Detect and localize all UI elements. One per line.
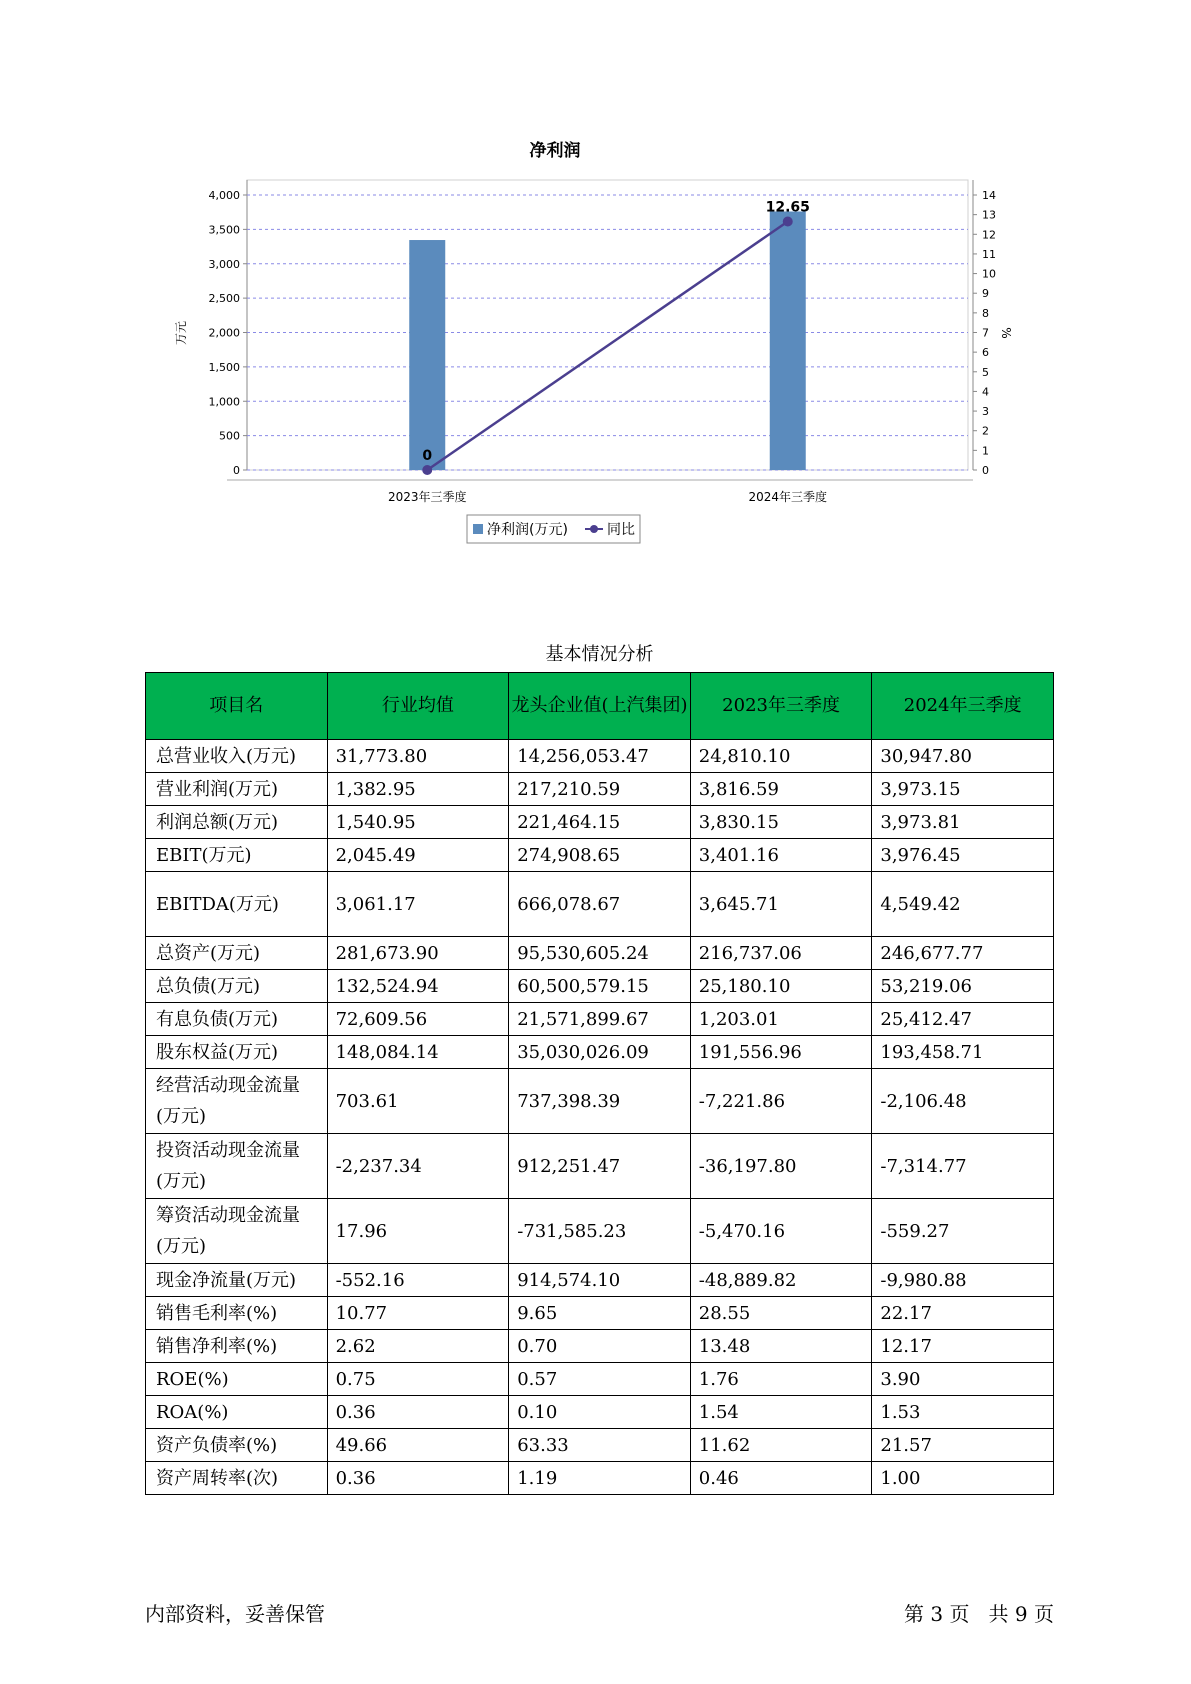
chart-title: 净利润	[529, 141, 581, 161]
y2-axis-label: %	[999, 327, 1013, 339]
cell-value: -552.16	[327, 1264, 509, 1297]
cell-value: 1.76	[690, 1363, 872, 1396]
cell-value: -7,314.77	[872, 1134, 1054, 1199]
y2-tick-label: 14	[982, 189, 996, 202]
cell-value: 191,556.96	[690, 1036, 872, 1069]
cell-value: 912,251.47	[509, 1134, 691, 1199]
cell-value: 60,500,579.15	[509, 970, 691, 1003]
yoy-point	[783, 217, 793, 227]
cell-value: 0.75	[327, 1363, 509, 1396]
table-row	[146, 1003, 1054, 1036]
header-item-name: 项目名	[146, 673, 328, 740]
table-row	[146, 740, 1054, 773]
y-tick-label: 4,000	[208, 189, 240, 202]
cell-value: 10.77	[327, 1297, 509, 1330]
bar-2024年三季度	[770, 212, 806, 471]
table-row	[146, 1069, 1054, 1134]
cell-value: 0.57	[509, 1363, 691, 1396]
row-label: 投资活动现金流量(万元)	[146, 1134, 328, 1199]
table-row	[146, 1363, 1054, 1396]
cell-value: 25,412.47	[872, 1003, 1054, 1036]
table-row	[146, 1429, 1054, 1462]
yoy-line	[427, 222, 788, 470]
y-tick-label: 2,000	[208, 326, 240, 340]
row-label: 股东权益(万元)	[146, 1036, 328, 1069]
cell-value: 11.62	[690, 1429, 872, 1462]
cell-value: 3,973.81	[872, 806, 1054, 839]
y2-tick-label: 10	[982, 267, 996, 281]
cell-value: 53,219.06	[872, 970, 1054, 1003]
row-label: 总负债(万元)	[146, 970, 328, 1003]
legend-bar-label: 净利润(万元)	[487, 522, 568, 538]
cell-value: 9.65	[509, 1297, 691, 1330]
cell-value: 35,030,026.09	[509, 1036, 691, 1069]
cell-value: -2,106.48	[872, 1069, 1054, 1134]
cell-value: 0.46	[690, 1462, 872, 1495]
row-label: ROA(%)	[146, 1396, 328, 1429]
cell-value: -731,585.23	[509, 1199, 691, 1264]
row-label: EBITDA(万元)	[146, 872, 328, 937]
cell-value: 14,256,053.47	[509, 740, 691, 773]
cell-value: 63.33	[509, 1429, 691, 1462]
cell-value: -9,980.88	[872, 1264, 1054, 1297]
y2-tick-label: 0	[982, 464, 989, 477]
table-row	[146, 1264, 1054, 1297]
cell-value: 21,571,899.67	[509, 1003, 691, 1036]
cell-value: 2,045.49	[327, 839, 509, 872]
y2-tick-label: 13	[982, 208, 996, 222]
table-row	[146, 1297, 1054, 1330]
cell-value: 95,530,605.24	[509, 937, 691, 970]
cell-value: 1.19	[509, 1462, 691, 1495]
cell-value: 12.17	[872, 1330, 1054, 1363]
y-tick-label: 2,500	[208, 292, 240, 306]
table-row	[146, 839, 1054, 872]
net-profit-chart	[140, 130, 1060, 600]
cell-value: 0.36	[327, 1462, 509, 1495]
y2-tick-label: 7	[982, 326, 989, 340]
cell-value: 1,540.95	[327, 806, 509, 839]
cell-value: 3.90	[872, 1363, 1054, 1396]
cell-value: 3,061.17	[327, 872, 509, 937]
cell-value: 1,203.01	[690, 1003, 872, 1036]
yoy-data-label: 12.65	[765, 199, 810, 216]
cell-value: 21.57	[872, 1429, 1054, 1462]
row-label: ROE(%)	[146, 1363, 328, 1396]
row-label: 资产负债率(%)	[146, 1429, 328, 1462]
y2-tick-label: 9	[982, 287, 989, 301]
header-2024-q3: 2024年三季度	[872, 673, 1054, 740]
cell-value: 31,773.80	[327, 740, 509, 773]
row-label: 销售净利率(%)	[146, 1330, 328, 1363]
table-header-row	[146, 673, 1054, 740]
cell-value: -5,470.16	[690, 1199, 872, 1264]
cell-value: 1.00	[872, 1462, 1054, 1495]
cell-value: 22.17	[872, 1297, 1054, 1330]
cell-value: 0.36	[327, 1396, 509, 1429]
y-tick-label: 1,000	[208, 395, 240, 409]
x-tick-label: 2024年三季度	[748, 490, 828, 504]
cell-value: 246,677.77	[872, 937, 1054, 970]
y2-tick-label: 12	[982, 228, 996, 242]
cell-value: -48,889.82	[690, 1264, 872, 1297]
header-leader-value: 龙头企业值(上汽集团)	[509, 673, 691, 740]
row-label: EBIT(万元)	[146, 839, 328, 872]
basic-analysis-table	[145, 672, 1054, 1495]
yoy-data-label: 0	[422, 448, 433, 464]
row-label: 资产周转率(次)	[146, 1462, 328, 1495]
cell-value: 193,458.71	[872, 1036, 1054, 1069]
cell-value: 3,816.59	[690, 773, 872, 806]
y2-tick-label: 3	[982, 405, 989, 419]
row-label: 有息负债(万元)	[146, 1003, 328, 1036]
footer-page-number: 第 3 页 共 9 页	[904, 1602, 1054, 1626]
table-row	[146, 970, 1054, 1003]
row-label: 现金净流量(万元)	[146, 1264, 328, 1297]
cell-value: 217,210.59	[509, 773, 691, 806]
legend-line-label: 同比	[607, 522, 635, 538]
y-axis-label: 万元	[174, 320, 188, 346]
cell-value: 216,737.06	[690, 937, 872, 970]
y2-tick-label: 1	[982, 444, 989, 458]
y2-tick-label: 4	[982, 385, 989, 399]
table-caption: 基本情况分析	[545, 644, 654, 665]
y-tick-label: 3,500	[208, 223, 240, 237]
cell-value: 132,524.94	[327, 970, 509, 1003]
cell-value: 3,401.16	[690, 839, 872, 872]
y-tick-label: 3,000	[208, 257, 240, 271]
plot-area	[247, 180, 968, 470]
legend-bar-swatch	[473, 524, 483, 534]
cell-value: 24,810.10	[690, 740, 872, 773]
y2-tick-label: 5	[982, 365, 989, 379]
cell-value: 17.96	[327, 1199, 509, 1264]
cell-value: 737,398.39	[509, 1069, 691, 1134]
y2-tick-label: 8	[982, 306, 989, 320]
header-industry-avg: 行业均值	[327, 673, 509, 740]
row-label: 销售毛利率(%)	[146, 1297, 328, 1330]
cell-value: -2,237.34	[327, 1134, 509, 1199]
cell-value: 148,084.14	[327, 1036, 509, 1069]
cell-value: -7,221.86	[690, 1069, 872, 1134]
row-label: 筹资活动现金流量(万元)	[146, 1199, 328, 1264]
cell-value: 1.54	[690, 1396, 872, 1429]
cell-value: 13.48	[690, 1330, 872, 1363]
cell-value: 25,180.10	[690, 970, 872, 1003]
cell-value: 0.70	[509, 1330, 691, 1363]
row-label: 经营活动现金流量(万元)	[146, 1069, 328, 1134]
table-row	[146, 872, 1054, 937]
cell-value: 1,382.95	[327, 773, 509, 806]
cell-value: 3,645.71	[690, 872, 872, 937]
y-tick-label: 0	[233, 464, 240, 477]
cell-value: 4,549.42	[872, 872, 1054, 937]
footer-confidential-note: 内部资料，妥善保管	[145, 1602, 325, 1626]
legend-line-marker	[590, 525, 598, 533]
cell-value: 221,464.15	[509, 806, 691, 839]
cell-value: 49.66	[327, 1429, 509, 1462]
table-row	[146, 773, 1054, 806]
table-row	[146, 1396, 1054, 1429]
bar-2023年三季度	[409, 240, 445, 470]
cell-value: 3,973.15	[872, 773, 1054, 806]
cell-value: 3,976.45	[872, 839, 1054, 872]
cell-value: 281,673.90	[327, 937, 509, 970]
table-row	[146, 937, 1054, 970]
table-row	[146, 1199, 1054, 1264]
cell-value: 274,908.65	[509, 839, 691, 872]
table-row	[146, 1134, 1054, 1199]
table-row	[146, 1462, 1054, 1495]
cell-value: 2.62	[327, 1330, 509, 1363]
cell-value: 28.55	[690, 1297, 872, 1330]
y2-tick-label: 2	[982, 424, 989, 438]
cell-value: -36,197.80	[690, 1134, 872, 1199]
y2-tick-label: 6	[982, 346, 989, 360]
cell-value: 703.61	[327, 1069, 509, 1134]
x-tick-label: 2023年三季度	[387, 490, 467, 504]
cell-value: 3,830.15	[690, 806, 872, 839]
cell-value: 1.53	[872, 1396, 1054, 1429]
y-tick-label: 1,500	[208, 360, 240, 374]
cell-value: 0.10	[509, 1396, 691, 1429]
cell-value: 72,609.56	[327, 1003, 509, 1036]
table-row	[146, 1036, 1054, 1069]
yoy-point	[422, 465, 432, 475]
row-label: 总营业收入(万元)	[146, 740, 328, 773]
y2-tick-label: 11	[982, 247, 996, 261]
y-tick-label: 500	[219, 429, 240, 443]
row-label: 总资产(万元)	[146, 937, 328, 970]
row-label: 营业利润(万元)	[146, 773, 328, 806]
table-row	[146, 1330, 1054, 1363]
table-row	[146, 806, 1054, 839]
header-2023-q3: 2023年三季度	[690, 673, 872, 740]
row-label: 利润总额(万元)	[146, 806, 328, 839]
cell-value: 914,574.10	[509, 1264, 691, 1297]
cell-value: 666,078.67	[509, 872, 691, 937]
cell-value: -559.27	[872, 1199, 1054, 1264]
cell-value: 30,947.80	[872, 740, 1054, 773]
